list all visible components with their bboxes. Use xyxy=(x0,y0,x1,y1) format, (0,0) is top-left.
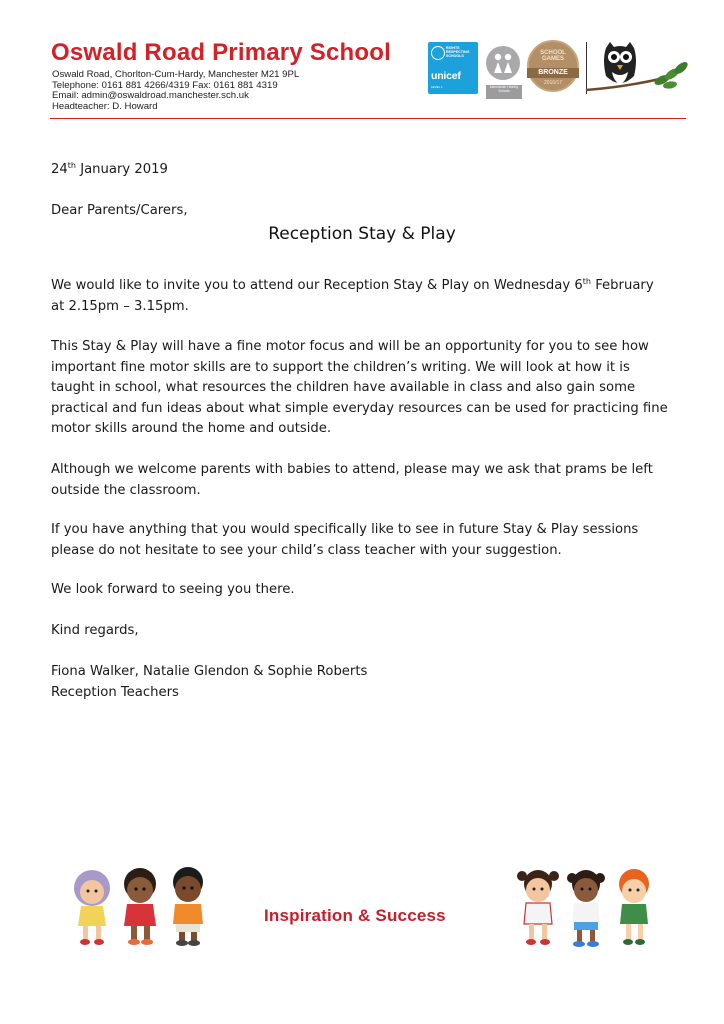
greeting: Dear Parents/Carers, xyxy=(51,203,188,218)
rights-respecting-unicef-logo: RIGHTS RESPECTING SCHOOLS unicef LEVEL 1 xyxy=(428,42,478,94)
letter-title: Reception Stay & Play xyxy=(268,224,456,244)
paragraph-suggestions: If you have anything that you would specifically like to see in future Stay & Play sessions please do not hesitate to see your child’s class teacher with your suggestion. xyxy=(51,522,639,558)
school-address: Oswald Road, Chorlton-Cum-Hardy, Manchester M21 9PL xyxy=(52,69,300,80)
header-divider xyxy=(50,118,686,119)
signature-block xyxy=(51,662,367,703)
paragraph-fine-motor: This Stay & Play will have a fine motor focus and will be an opportunity for you to see how important fine motor skills are to support the children’s writing. We will look at how it is taught in school, what resources the children have available in class and also gain some practical and fun ideas about what simple everyday resources can be used for practicing fine motor skills around the home and outside. xyxy=(51,339,668,436)
children-group-right-illustration xyxy=(512,866,658,950)
figures-icon xyxy=(486,46,520,80)
owl-on-branch-icon xyxy=(586,40,690,102)
letter-date: 24th January 2019 xyxy=(51,161,168,177)
contact-block xyxy=(52,70,299,112)
signatory-role: Reception Teachers xyxy=(51,684,179,700)
school-name: Oswald Road Primary School xyxy=(51,39,391,66)
paragraph-closing-remark: We look forward to seeing you there. xyxy=(51,582,295,597)
children-group-left-illustration xyxy=(68,864,214,948)
school-email: Email: admin@oswaldroad.manchester.sch.uk xyxy=(52,90,249,102)
headteacher: Headteacher: D. Howard xyxy=(52,100,158,112)
school-games-bronze-logo: SCHOOL GAMES BRONZE 2016/17 xyxy=(527,40,579,92)
paragraph-invitation: We would like to invite you to attend our Reception Stay & Play on Wednesday 6th February at 2.15pm – 3.15pm. xyxy=(51,277,654,314)
healthy-schools-logo: Manchester Healthy Schools xyxy=(486,42,522,100)
signatories: Fiona Walker, Natalie Glendon & Sophie Roberts xyxy=(51,664,368,679)
closing: Kind regards, xyxy=(51,623,139,638)
paragraph-prams: Although we welcome parents with babies to attend, please may we ask that prams be left outside the classroom. xyxy=(51,462,653,498)
school-motto: Inspiration & Success xyxy=(264,906,446,925)
school-telephone: Telephone: 0161 881 4266/4319 Fax: 0161 881 4319 xyxy=(52,79,278,91)
globe-icon xyxy=(431,46,445,60)
